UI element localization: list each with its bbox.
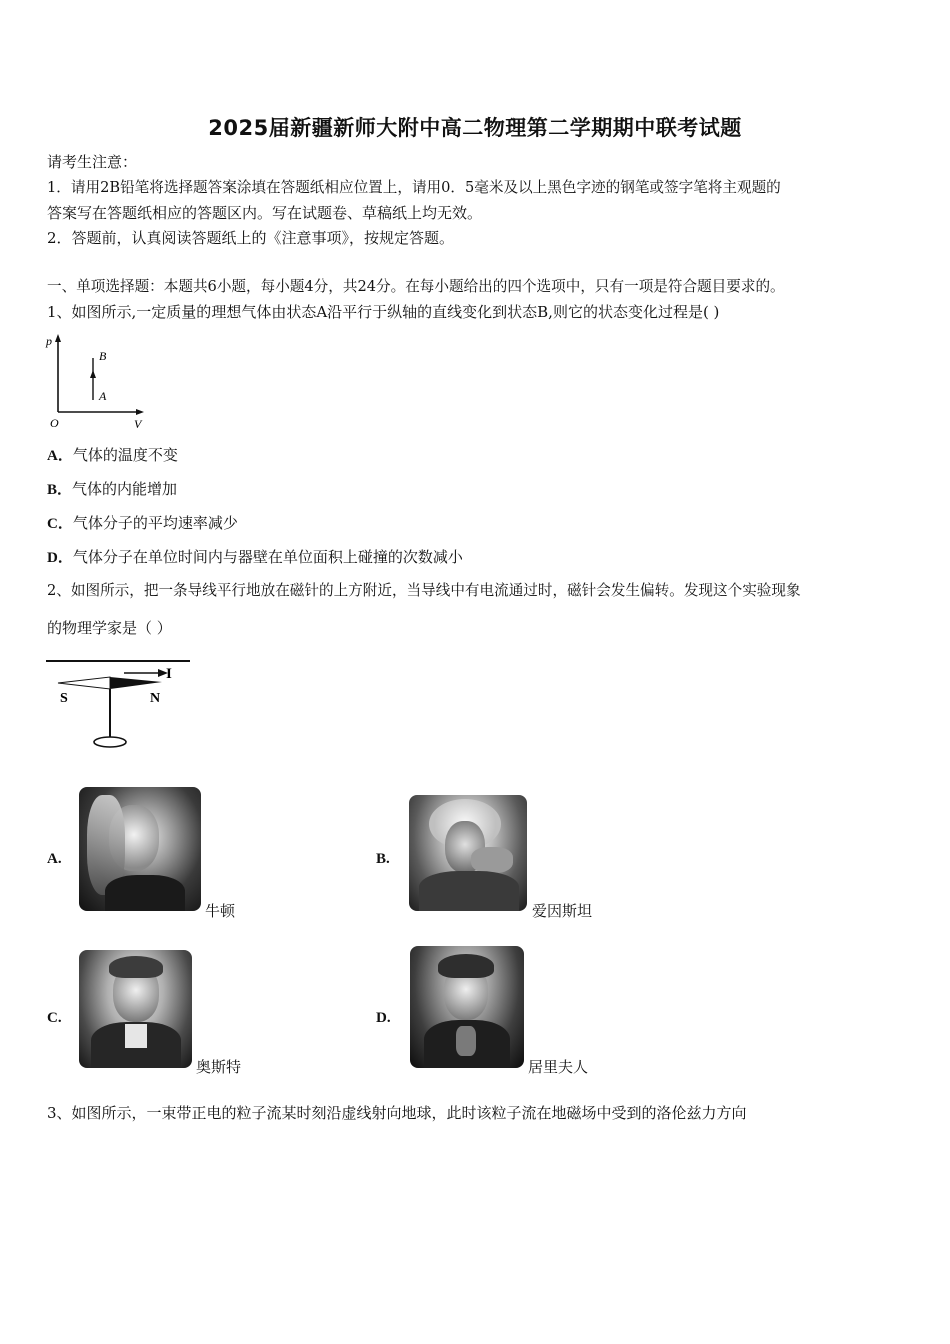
v-axis-label: V	[134, 417, 142, 431]
point-a-label: A	[99, 389, 107, 403]
section-1-heading: 一、单项选择题：本题共6小题，每小题4分，共24分。在每小题给出的四个选项中，只有一项是符合题目要求的。	[47, 278, 785, 295]
question-2-stem-line-2: 的物理学家是（ ）	[47, 619, 172, 637]
process-arrow-icon	[90, 370, 96, 378]
q1-option-c: C．气体分子的平均速率减少	[47, 514, 238, 532]
q1-option-d: D．气体分子在单位时间内与器壁在单位面积上碰撞的次数减小	[47, 548, 463, 566]
point-b-label: B	[99, 349, 107, 363]
compass-base	[94, 737, 126, 747]
oersted-portrait	[79, 950, 192, 1068]
p-axis-arrow-icon	[55, 334, 61, 342]
q2-option-b-letter: B.	[376, 851, 390, 867]
question-3-stem: 3、如图所示，一束带正电的粒子流某时刻沿虚线射向地球，此时该粒子流在地磁场中受到的洛伦兹力方向	[47, 1104, 747, 1122]
current-label: I	[166, 666, 172, 682]
pv-diagram	[44, 332, 154, 432]
page-title: 2025届新疆新师大附中高二物理第二学期期中联考试题	[208, 116, 742, 140]
needle-north	[110, 677, 162, 689]
curie-portrait	[410, 946, 524, 1068]
q2-option-d-letter: D.	[376, 1010, 391, 1026]
south-label: S	[60, 691, 68, 706]
origin-label: O	[50, 416, 59, 430]
einstein-caption: 爱因斯坦	[532, 902, 593, 920]
p-axis-label: p	[46, 334, 52, 348]
notice-item-2: 2．答题前，认真阅读答题纸上的《注意事项》，按规定答题。	[47, 229, 455, 247]
notice-item-1-line-2: 答案写在答题纸相应的答题区内。写在试题卷、草稿纸上均无效。	[47, 204, 483, 222]
question-2-stem-line-1: 2、如图所示，把一条导线平行地放在磁针的上方附近，当导线中有电流通过时，磁针会发生偏转。发现这个实验现象	[47, 582, 801, 599]
needle-south	[58, 677, 110, 689]
notice-heading: 请考生注意：	[47, 153, 138, 171]
q1-option-a: A．气体的温度不变	[47, 446, 178, 464]
einstein-portrait	[409, 795, 527, 911]
q1-option-b: B．气体的内能增加	[47, 480, 178, 498]
question-1-stem: 1、如图所示,一定质量的理想气体由状态A沿平行于纵轴的直线变化到状态B,则它的状态变化过程是( )	[47, 303, 720, 321]
curie-caption: 居里夫人	[528, 1058, 589, 1076]
wire-compass-diagram	[44, 656, 194, 756]
north-label: N	[150, 691, 161, 706]
newton-caption: 牛顿	[205, 902, 236, 920]
notice-item-1-line-1: 1．请用2B铅笔将选择题答案涂填在答题纸相应位置上，请用0．5毫米及以上黑色字迹的钢笔或签字笔将主观题的	[47, 179, 781, 196]
v-axis-arrow-icon	[136, 409, 144, 415]
q2-option-c-letter: C.	[47, 1010, 62, 1026]
q2-option-a-letter: A.	[47, 851, 62, 867]
newton-portrait	[79, 787, 201, 911]
oersted-caption: 奥斯特	[196, 1058, 242, 1076]
